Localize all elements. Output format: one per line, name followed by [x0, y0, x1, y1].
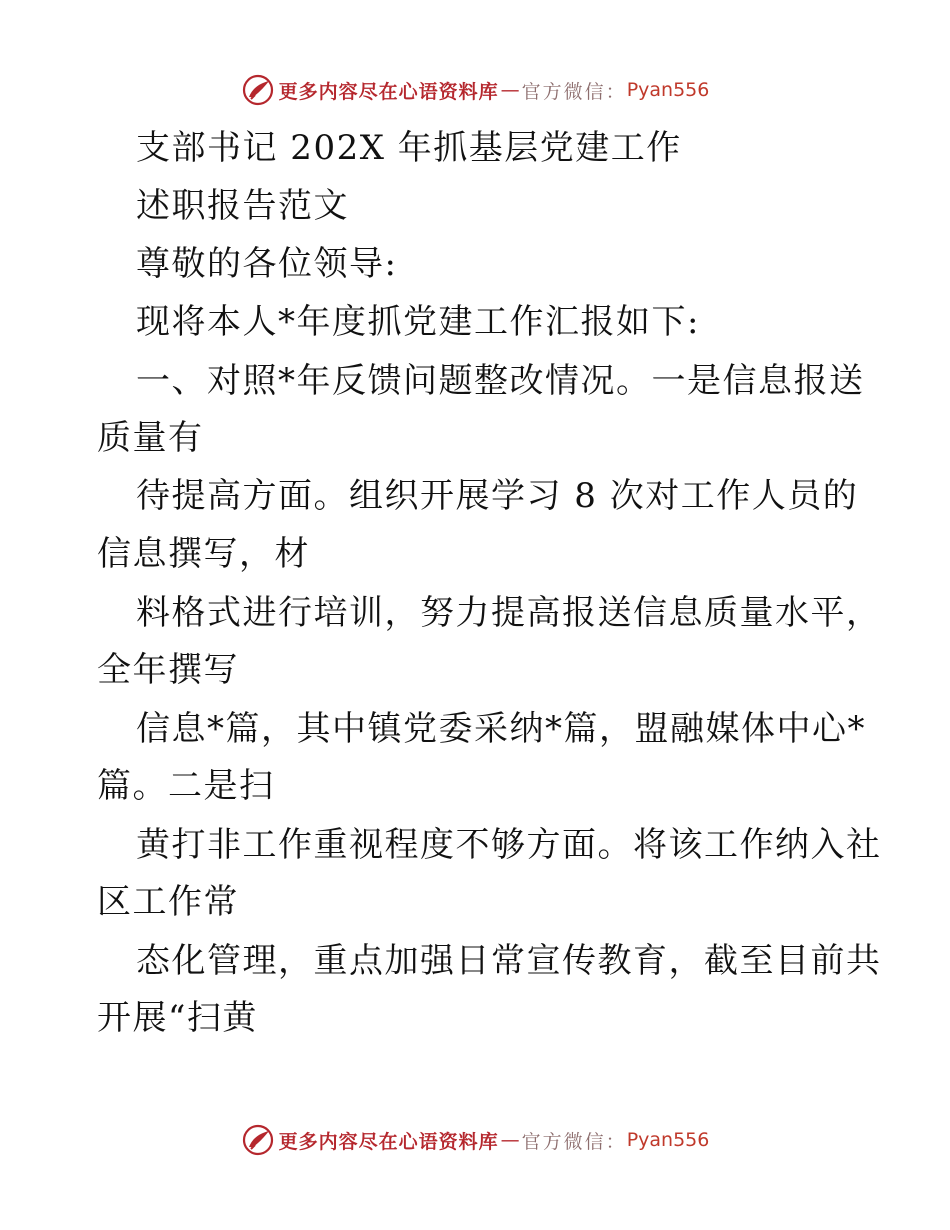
pen-logo-icon	[241, 73, 275, 107]
paragraph-line: 质量有	[97, 418, 204, 458]
pen-logo-icon	[241, 1123, 275, 1157]
watermark-footer	[0, 1120, 950, 1160]
paragraph-line: 一、对照*年反馈问题整改情况。一是信息报送	[136, 361, 865, 401]
paragraph-line: 黄打非工作重视程度不够方面。将该工作纳入社	[136, 825, 882, 865]
watermark-main-text: 更多内容尽在心语资料库	[278, 80, 499, 103]
paragraph-line: 开展“扫黄	[97, 998, 258, 1038]
doc-title-line-2: 述职报告范文	[136, 186, 349, 226]
watermark-wechat-id: Pyan556	[626, 1129, 710, 1151]
watermark-sub-text: 官方微信：	[521, 1130, 627, 1153]
paragraph-line: 全年撰写	[97, 650, 239, 690]
watermark-main-text: 更多内容尽在心语资料库	[278, 1130, 499, 1153]
paragraph-line: 信息撰写，材	[97, 534, 310, 574]
doc-title-line-1: 支部书记 202X 年抓基层党建工作	[136, 128, 682, 168]
intro-line: 现将本人*年度抓党建工作汇报如下:	[136, 302, 700, 342]
paragraph-line: 信息*篇，其中镇党委采纳*篇，盟融媒体中心*	[136, 709, 866, 749]
paragraph-line: 态化管理，重点加强日常宣传教育，截至目前共	[136, 941, 882, 981]
paragraph-line: 篇。二是扫	[97, 766, 275, 806]
watermark-separator: —	[500, 79, 520, 101]
paragraph-line: 区工作常	[97, 882, 239, 922]
paragraph-line: 待提高方面。组织开展学习 8 次对工作人员的	[136, 476, 859, 516]
watermark-header	[0, 70, 950, 110]
watermark-wechat-id: Pyan556	[626, 79, 710, 101]
salutation: 尊敬的各位领导:	[136, 244, 398, 284]
watermark-separator: —	[500, 1129, 520, 1151]
watermark-sub-text: 官方微信：	[521, 80, 627, 103]
paragraph-line: 料格式进行培训，努力提高报送信息质量水平，	[136, 593, 882, 633]
